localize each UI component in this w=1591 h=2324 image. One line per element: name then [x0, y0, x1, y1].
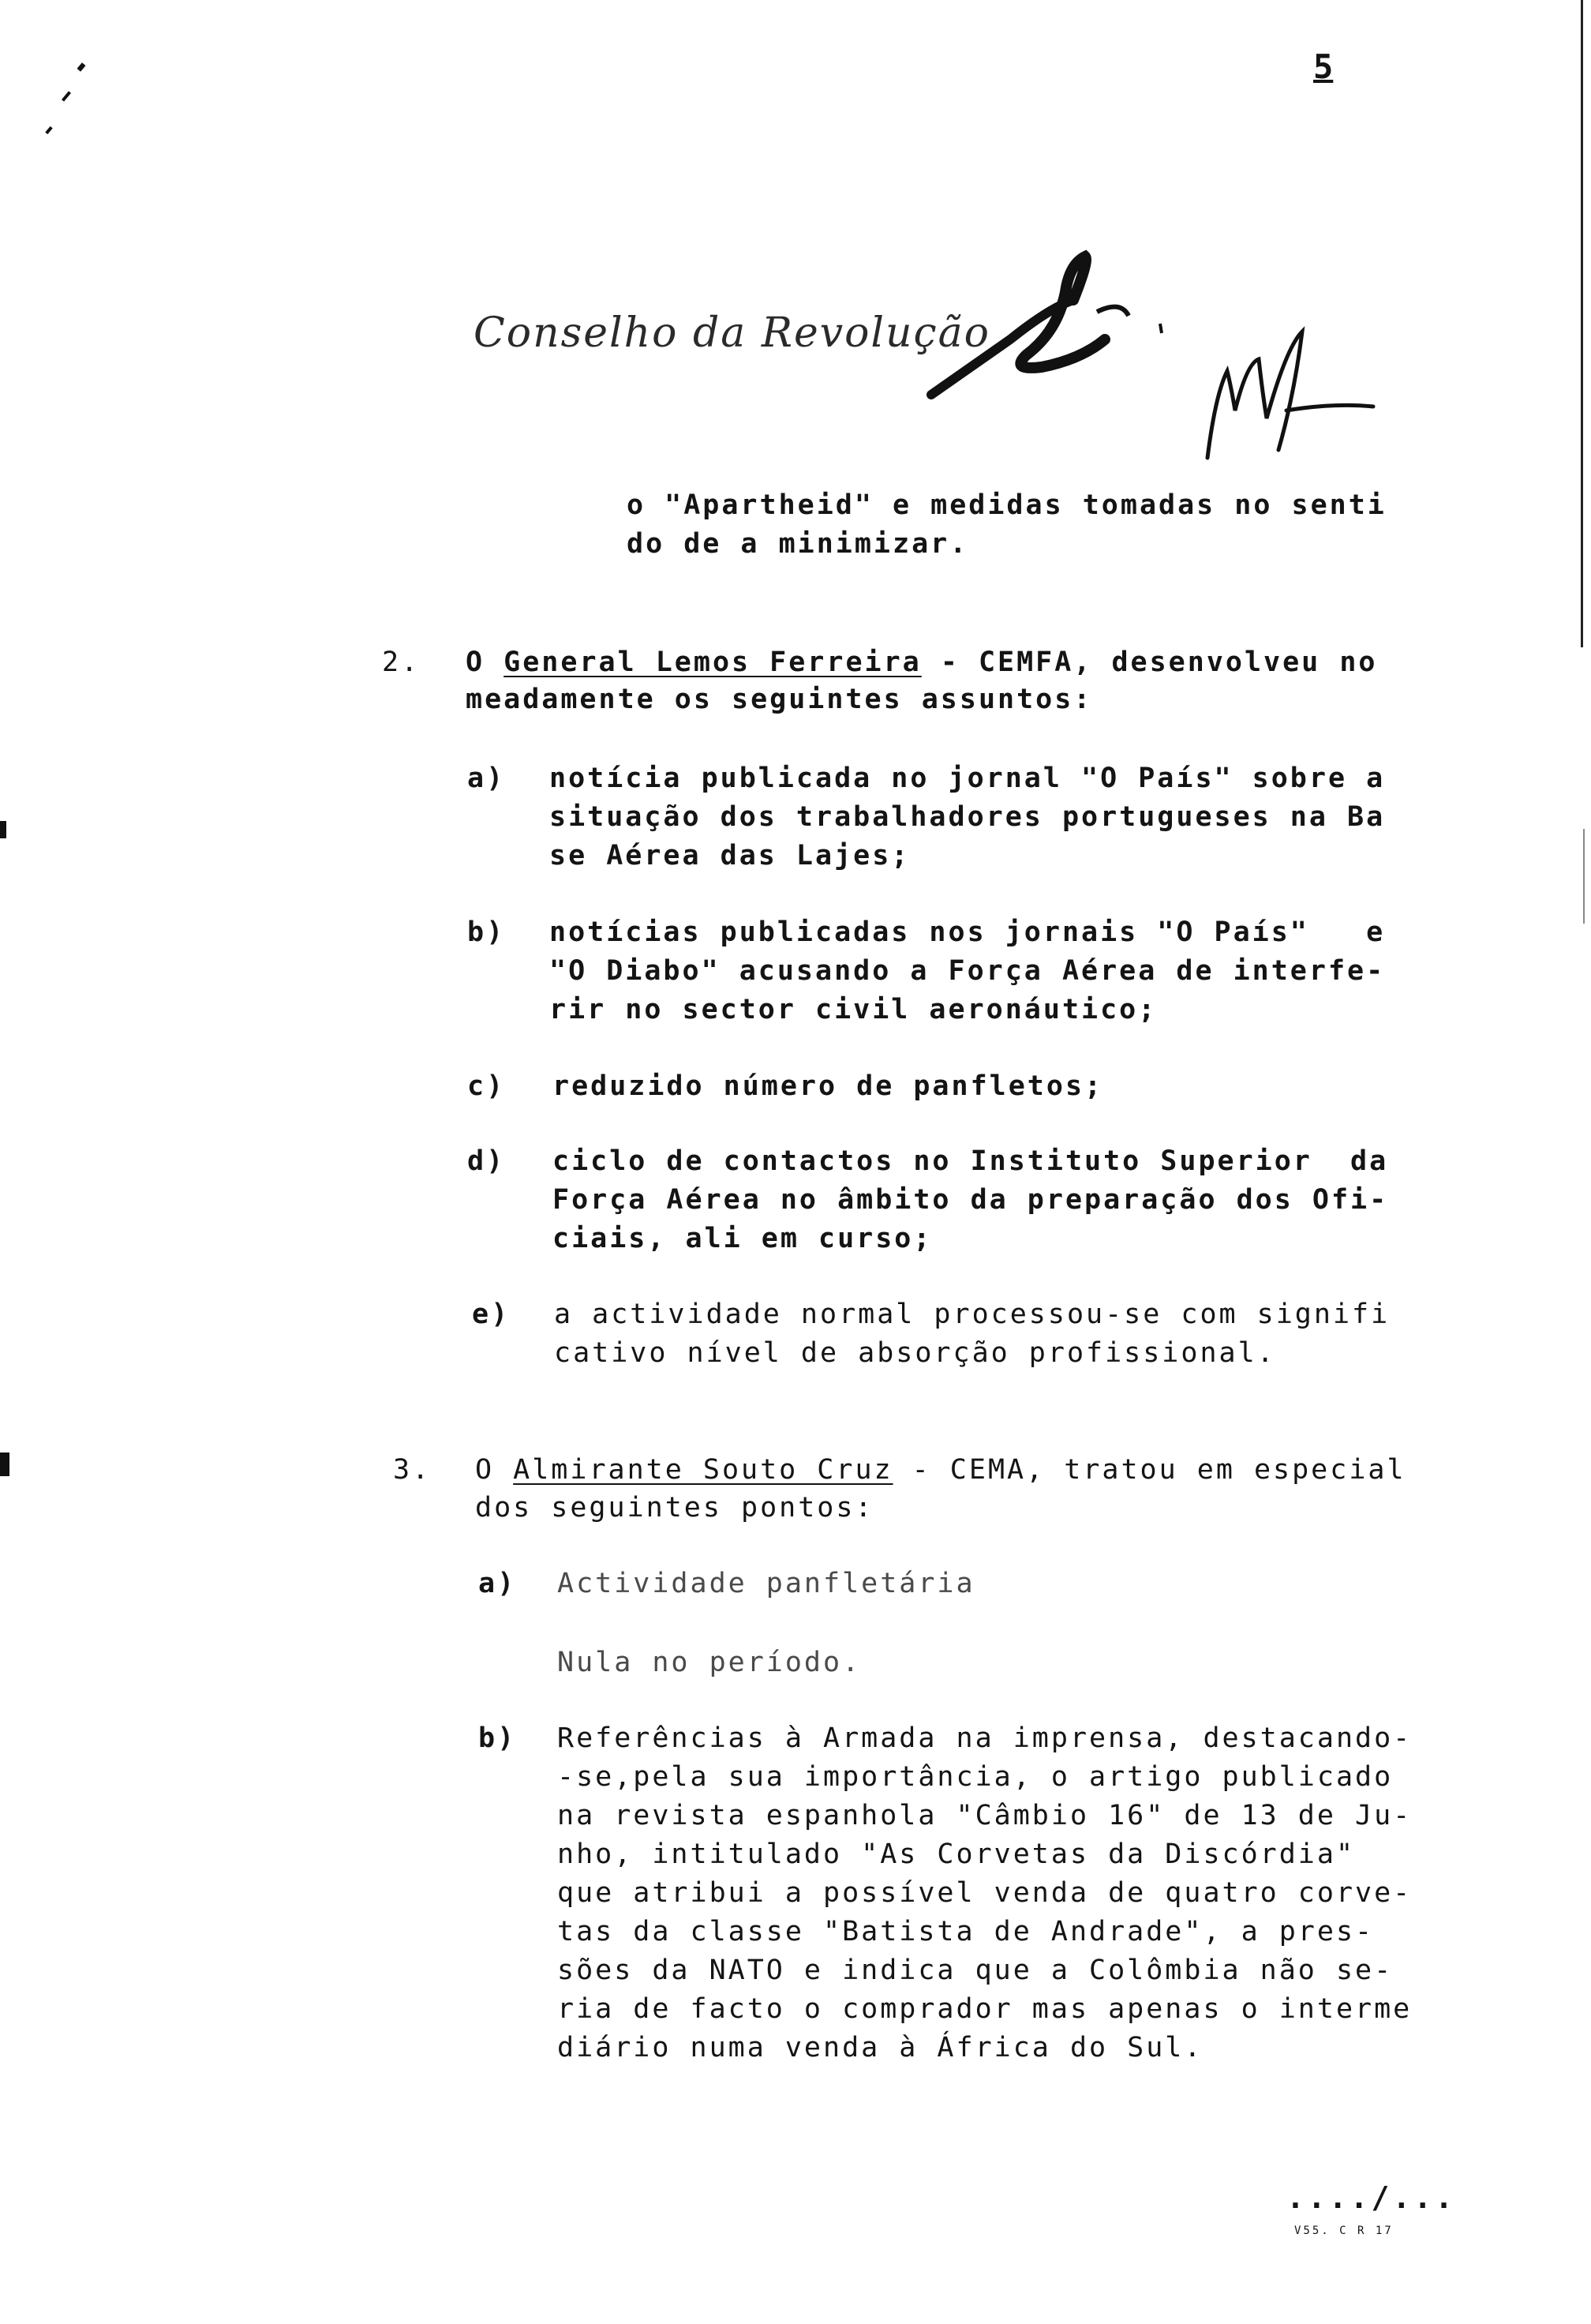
item-line: -se,pela sua importância, o artigo publicado — [557, 1761, 1394, 1793]
form-code: V55. C R 17 — [1294, 2225, 1394, 2237]
item-label: c) — [467, 1070, 506, 1102]
item-label: b) — [467, 916, 506, 948]
admiral-name: Almirante Souto Cruz — [513, 1454, 893, 1486]
item-label: d) — [467, 1145, 506, 1177]
item-line: a actividade normal processou-se com signifi — [554, 1299, 1391, 1330]
item-line: sões da NATO e indica que a Colômbia não se- — [557, 1955, 1394, 1986]
intro-line-1: o "Apartheid" e medidas tomadas no senti — [627, 489, 1387, 521]
scan-speck — [77, 62, 85, 72]
continuation-mark: ..../... — [1286, 2180, 1457, 2215]
page-edge-line-lower — [1583, 829, 1585, 924]
item-line: ria de facto o comprador mas apenas o interme — [557, 1993, 1413, 2025]
section-2-heading: O General Lemos Ferreira - CEMFA, desenvolveu no — [466, 647, 1378, 678]
item-line: que atribui a possível venda de quatro corve- — [557, 1877, 1413, 1909]
item-line: Força Aérea no âmbito da preparação dos Ofi- — [552, 1184, 1389, 1216]
item-line: notícia publicada no jornal "O País" sobre a — [549, 763, 1386, 794]
item-label: e) — [472, 1299, 511, 1330]
item-line: rir no sector civil aeronáutico; — [549, 994, 1158, 1025]
section-3-number: 3. — [393, 1454, 432, 1486]
item-line: na revista espanhola "Câmbio 16" de 13 de Ju- — [557, 1800, 1413, 1831]
item-line: diário numa venda à África do Sul. — [557, 2032, 1204, 2063]
scan-speck — [0, 1452, 9, 1476]
item-line: se Aérea das Lajes; — [549, 840, 911, 872]
section-3-heading: O Almirante Souto Cruz - CEMA, tratou em especial — [475, 1454, 1406, 1486]
section-2-number: 2. — [382, 647, 421, 678]
item-line: Actividade panfletária — [557, 1568, 975, 1599]
item-label: b) — [478, 1722, 517, 1754]
item-line: reduzido número de panfletos; — [552, 1070, 1104, 1102]
item-line: Referências à Armada na imprensa, destacando- — [557, 1722, 1413, 1754]
section-2-heading-line-2: meadamente os seguintes assuntos: — [466, 684, 1093, 715]
scan-speck — [0, 821, 6, 838]
item-line: situação dos trabalhadores portugueses na Ba — [549, 801, 1386, 833]
initials-mark — [1192, 316, 1397, 466]
item-label: a) — [478, 1568, 517, 1599]
page-number: 5 — [1313, 47, 1334, 86]
general-name: General Lemos Ferreira — [504, 647, 922, 678]
item-line: cativo nível de absorção profissional. — [554, 1337, 1276, 1369]
section-3-heading-line-2: dos seguintes pontos: — [475, 1492, 874, 1524]
item-line: ciclo de contactos no Instituto Superior da — [552, 1145, 1389, 1177]
page-edge-line — [1581, 0, 1583, 647]
item-line: "O Diabo" acusando a Força Aérea de interfe- — [549, 955, 1386, 987]
item-line: ciais, ali em curso; — [552, 1223, 933, 1254]
item-line: notícias publicadas nos jornais "O País" e — [549, 916, 1386, 948]
scan-speck — [62, 91, 71, 101]
item-line: nho, intitulado "As Corvetas da Discórdia" — [557, 1839, 1356, 1870]
item-sub-line: Nula no período. — [557, 1647, 862, 1678]
scan-speck — [45, 126, 52, 134]
header-title: Conselho da Revolução — [474, 309, 990, 357]
intro-line-2: do de a minimizar. — [627, 528, 969, 560]
item-label: a) — [467, 763, 506, 794]
item-line: tas da classe "Batista de Andrade", a pres- — [557, 1916, 1375, 1947]
